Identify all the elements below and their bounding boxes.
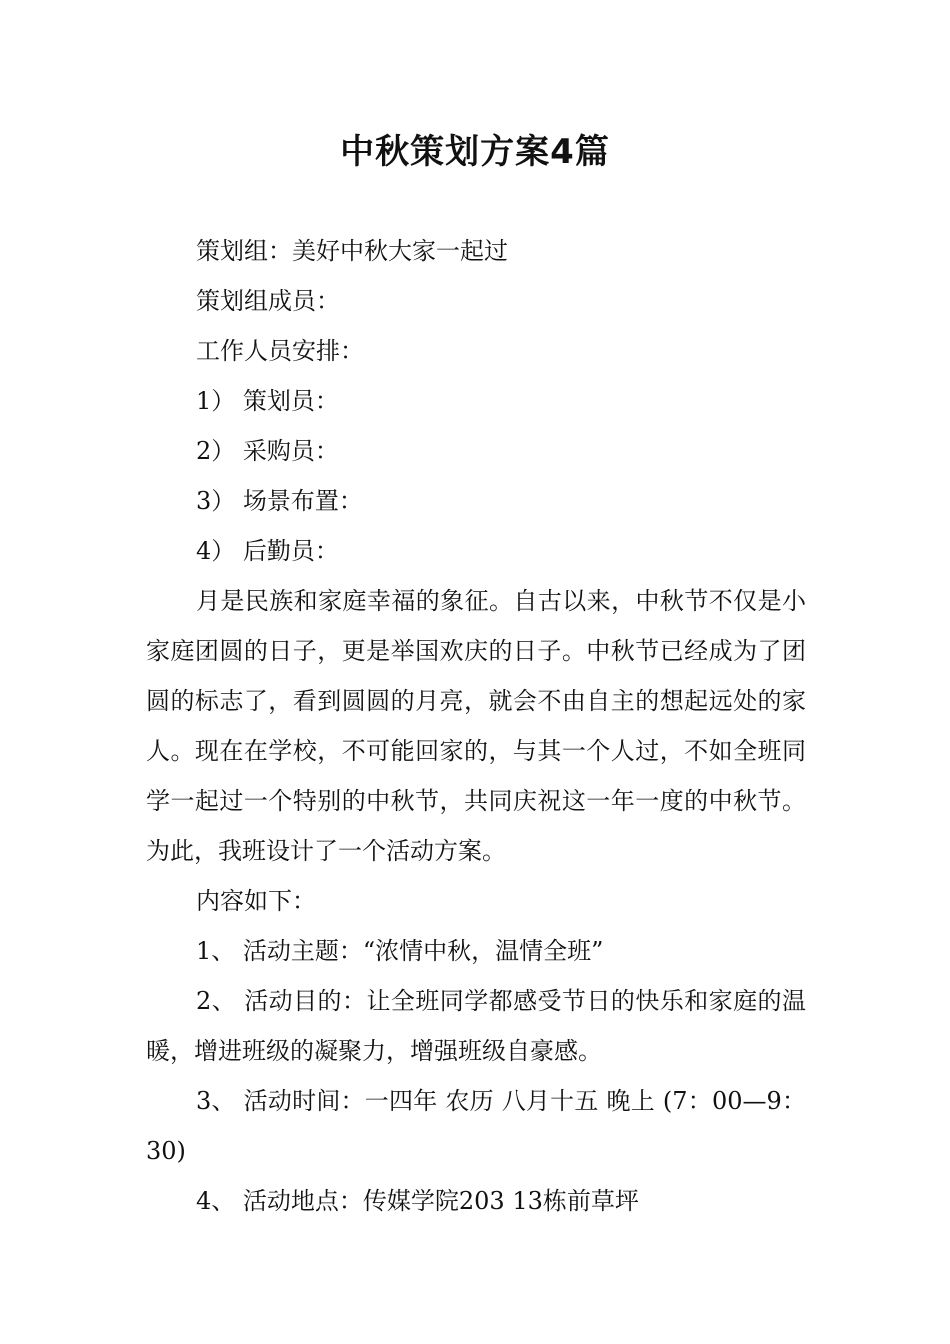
list-item-planner: 1） 策划员： bbox=[196, 387, 339, 415]
item-activity-time: 3、 活动时间：一四年 农历 八月十五 晚上 (7：00—9：30) bbox=[146, 1087, 806, 1165]
item-activity-theme: 1、 活动主题：“浓情中秋，温情全班” bbox=[196, 937, 604, 965]
document-title: 中秋策划方案4篇 bbox=[340, 132, 610, 172]
item-activity-purpose: 2、 活动目的：让全班同学都感受节日的快乐和家庭的温暖，增进班级的凝聚力，增强班级自豪感。 bbox=[146, 987, 806, 1065]
list-item-scene-setup: 3） 场景布置： bbox=[196, 487, 363, 515]
document-body bbox=[146, 226, 806, 1226]
paragraph-content-heading: 内容如下： bbox=[196, 887, 316, 915]
paragraph-staff-arrangement: 工作人员安排： bbox=[196, 337, 364, 365]
paragraph-group-members: 策划组成员： bbox=[196, 287, 340, 315]
list-item-purchaser: 2） 采购员： bbox=[196, 437, 339, 465]
list-item-logistics: 4） 后勤员： bbox=[196, 537, 339, 565]
paragraph-introduction: 月是民族和家庭幸福的象征。自古以来，中秋节不仅是小家庭团圆的日子，更是举国欢庆的日子。中秋节已经成为了团圆的标志了，看到圆圆的月亮，就会不由自主的想起远处的家人。现在在学校，不可能回家的，与其一个人过，不如全班同学一起过一个特别的中秋节，共同庆祝这一年一度的中秋节。为此，我班设计了一个活动方案。 bbox=[146, 587, 806, 865]
paragraph-planning-group: 策划组：美好中秋大家一起过 bbox=[196, 237, 508, 265]
item-activity-location: 4、 活动地点：传媒学院203 13栋前草坪 bbox=[196, 1187, 639, 1215]
